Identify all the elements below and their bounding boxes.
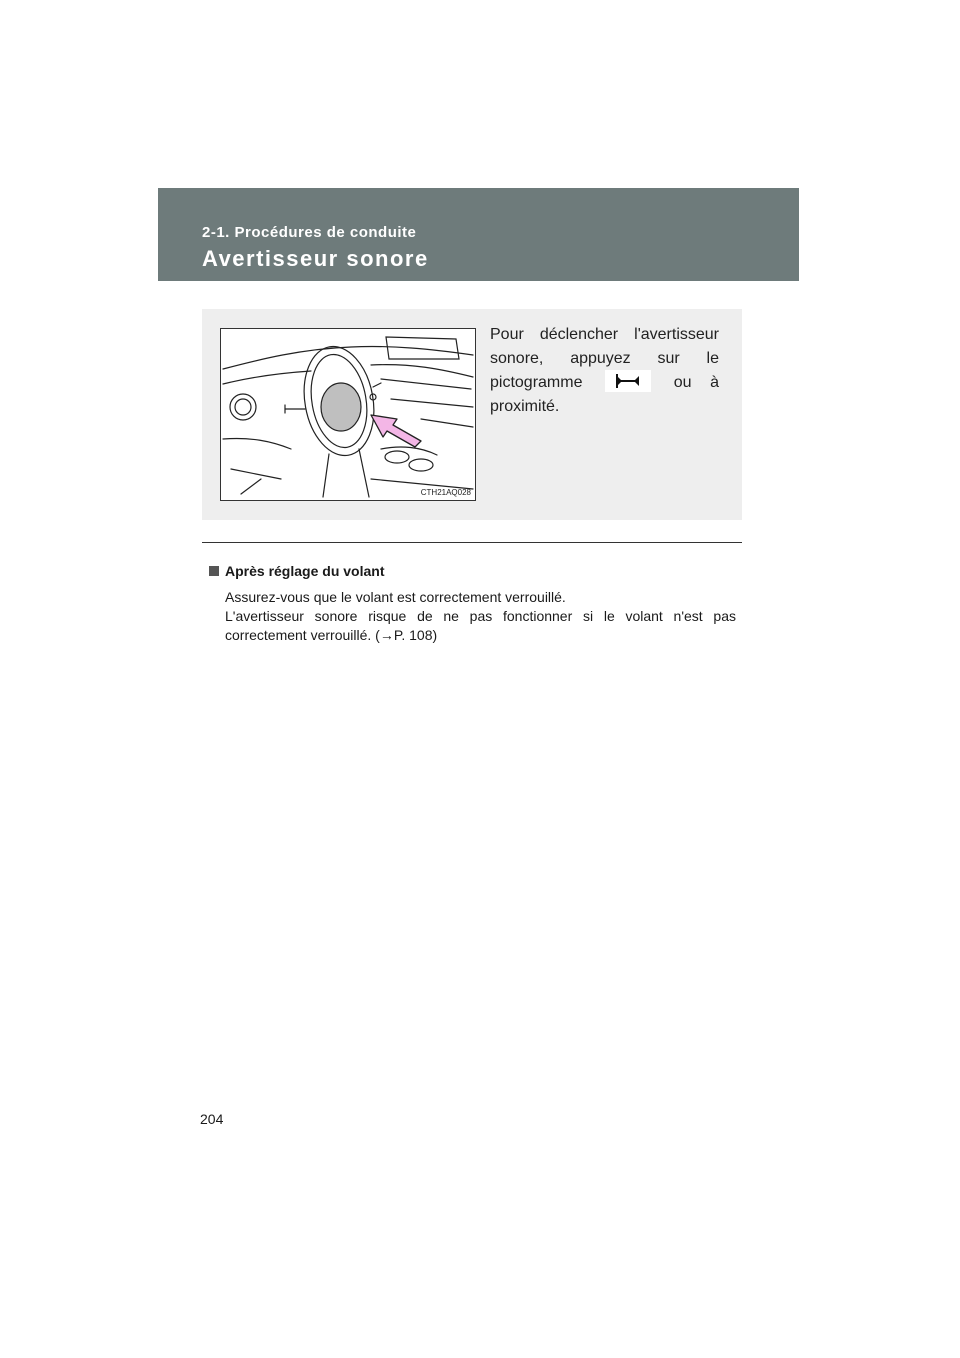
chapter-header — [158, 188, 799, 281]
dashboard-drawing — [221, 329, 475, 500]
note-line-2: L'avertisseur sonore risque de ne pas fonctionner si le volant n'est pas correctement verrouillé. (→P. 108) — [225, 608, 736, 643]
steering-wheel-illustration — [220, 328, 476, 501]
horn-icon — [605, 370, 651, 392]
note-heading — [209, 562, 736, 580]
press-arrow — [371, 415, 421, 447]
note-line-1: Assurez-vous que le volant est correctement verrouillé. — [225, 589, 566, 605]
instruction-text — [490, 323, 719, 419]
note-heading-text: Après réglage du volant — [225, 563, 385, 579]
section-label: 2-1. Procédures de conduite — [202, 224, 417, 241]
square-bullet-icon — [209, 566, 219, 576]
note-steering-adjustment — [209, 562, 736, 645]
instruction-text-start: Pour déclencher l'avertisseur sonore, appuyez sur le pictogramme — [490, 326, 719, 391]
instruction-panel — [202, 309, 742, 520]
instruction-text-end: ou à proximité. — [490, 374, 719, 415]
page-number: 204 — [200, 1111, 224, 1127]
section-divider — [202, 542, 742, 543]
figure-code: CTH21AQ028 — [420, 488, 471, 497]
note-body — [209, 588, 736, 645]
page-title: Avertisseur sonore — [202, 246, 429, 271]
